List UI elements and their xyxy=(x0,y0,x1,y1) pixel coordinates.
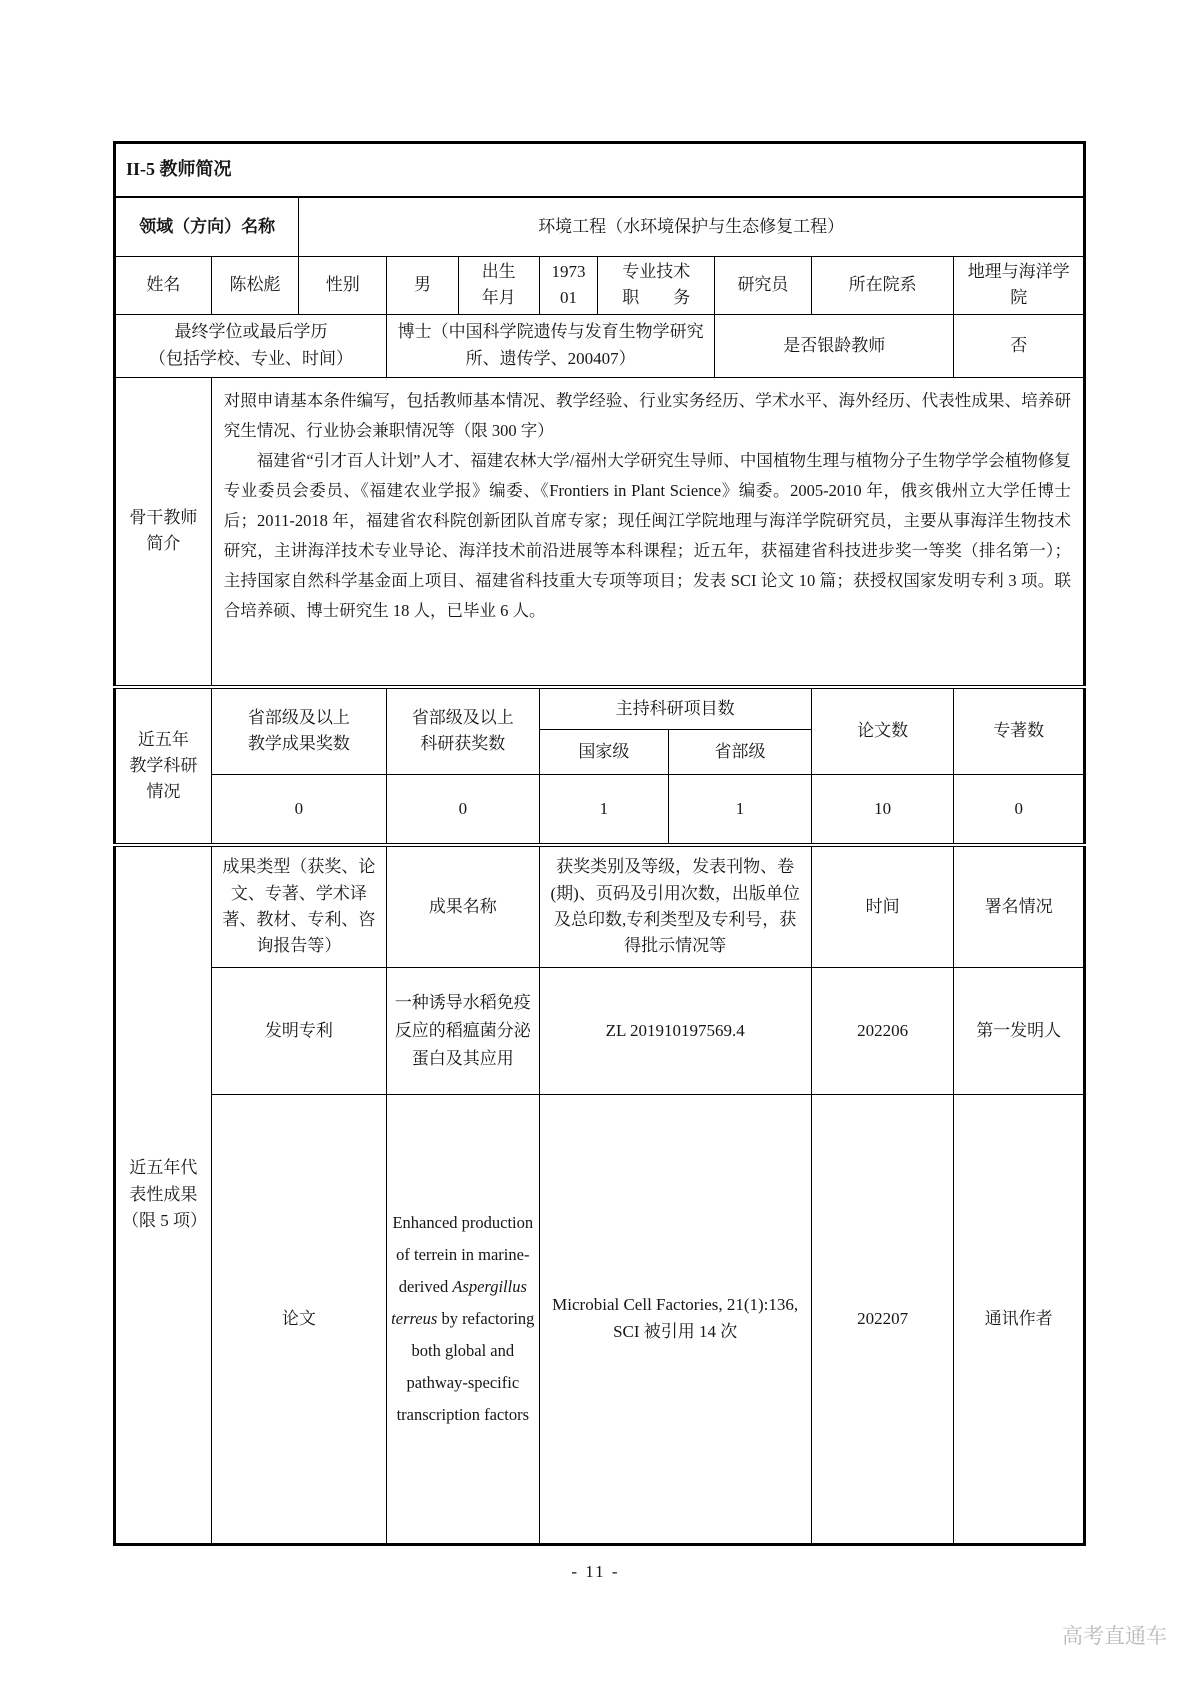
profile-label-line1: 骨干教师 xyxy=(129,508,198,528)
post-label-line2: 职 务 xyxy=(622,288,691,308)
teach-award-header-line1: 省部级及以上 xyxy=(247,708,350,728)
birth-value xyxy=(539,257,598,315)
gender-label: 性别 xyxy=(299,257,387,315)
achievement-type-header: 成果类型（获奖、论文、专著、学术译著、教材、专利、咨询报告等） xyxy=(211,845,386,967)
achievement-time-header: 时间 xyxy=(811,845,954,967)
patent-time: 202206 xyxy=(811,967,954,1094)
achievements-label-line1: 近五年代 xyxy=(129,1158,198,1178)
provincial-projects-value: 1 xyxy=(669,774,812,845)
paper-time: 202207 xyxy=(811,1094,954,1544)
gender-value: 男 xyxy=(387,257,459,315)
stats-section-label xyxy=(115,687,212,845)
profile-row xyxy=(115,377,1085,687)
domain-label: 领域（方向）名称 xyxy=(115,197,299,257)
achievement-detail-header: 获奖类别及等级，发表刊物、卷(期)、页码及引用次数，出版单位及总印数,专利类型及专利号，获得批示情况等 xyxy=(539,845,811,967)
degree-label-line2: （包括学校、专业、时间） xyxy=(149,348,354,368)
achievement-row-paper xyxy=(115,1094,1085,1544)
profile-content xyxy=(211,377,1084,687)
research-award-header xyxy=(387,687,539,774)
silver-teacher-label: 是否银龄教师 xyxy=(715,314,954,377)
title-row xyxy=(115,143,1085,197)
department-value: 地理与海洋学院 xyxy=(954,257,1085,315)
post-label-line1: 专业技术 xyxy=(622,262,691,281)
post-value: 研究员 xyxy=(715,257,812,315)
paper-name-pre: Enhanced production of terrein in marine-derived xyxy=(392,1212,534,1296)
paper-name-species: Aspergillus terreus xyxy=(391,1276,527,1328)
profile-paragraph-2: 福建省“引才百人计划”人才、福建农林大学/福州大学研究生导师、中国植物生理与植物分子生物学学会植物修复专业委员会委员、《福建农业学报》编委、《Frontiers in Plant Science》编委。2005-2010 年，俄亥俄州立大学任博士后；2011-2018 年，福建省农科院创新团队首席专家；现任闽江学院地理与海洋学院研究员，主要从事海洋生物技术研究，主讲海洋技术专业导论、海洋技术前沿进展等本科课程；近五年，获福建省科技进步奖一等奖（排名第一）；主持国家自然科学基金面上项目、福建省科技重大专项等项目；发表 SCI 论文 10 篇；获授权国家发明专利 3 项。联合培养硕、博士研究生 18 人，已毕业 6 人。 xyxy=(223,450,1071,620)
stats-values-row xyxy=(115,774,1085,845)
research-award-header-line1: 省部级及以上 xyxy=(411,708,514,728)
paper-name xyxy=(387,1094,539,1544)
name-label: 姓名 xyxy=(115,257,212,315)
birth-label xyxy=(458,257,539,315)
domain-value: 环境工程（水环境保护与生态修复工程） xyxy=(299,197,1085,257)
page-number: - 11 - xyxy=(571,1562,620,1581)
watermark-text: 高考直通车 xyxy=(1062,1625,1167,1648)
stats-label-line3: 情况 xyxy=(146,782,181,802)
achievement-signature-header: 署名情况 xyxy=(954,845,1085,967)
paper-type: 论文 xyxy=(211,1094,386,1544)
degree-label xyxy=(115,314,387,377)
teacher-profile-table xyxy=(113,141,1086,1546)
paper-name-post: by refactoring both global and pathway-specific transcription factors xyxy=(396,1308,535,1424)
teach-award-header xyxy=(211,687,386,774)
patent-name: 一种诱导水稻免疫反应的稻瘟菌分泌蛋白及其应用 xyxy=(387,967,539,1094)
achievements-section-label xyxy=(115,845,212,1544)
national-projects-header: 国家级 xyxy=(539,729,669,774)
paper-detail: Microbial Cell Factories, 21(1):136, SCI 被引用 14 次 xyxy=(539,1094,811,1544)
stats-label-line1: 近五年 xyxy=(137,729,189,749)
achievements-label-line3: （限 5 项） xyxy=(122,1211,207,1231)
paper-signature: 通讯作者 xyxy=(954,1094,1085,1544)
birth-value-line2: 01 xyxy=(559,288,577,308)
birth-label-line2: 年月 xyxy=(481,288,516,308)
profile-label-line2: 简介 xyxy=(146,534,181,554)
domain-row xyxy=(115,197,1085,257)
name-value: 陈松彪 xyxy=(211,257,299,315)
stats-header-row-1 xyxy=(115,687,1085,729)
profile-paragraph-1: 对照申请基本条件编写，包括教师基本情况、教学经验、行业实务经历、学术水平、海外经历、代表性成果、培养研究生情况、行业协会兼职情况等（限 300 字） xyxy=(223,390,1071,440)
post-label xyxy=(598,257,715,315)
papers-header: 论文数 xyxy=(811,687,954,774)
monographs-value: 0 xyxy=(954,774,1085,845)
projects-header: 主持科研项目数 xyxy=(539,687,811,729)
basic-info-row xyxy=(115,257,1085,315)
patent-detail: ZL 201910197569.4 xyxy=(539,967,811,1094)
teach-award-header-line2: 教学成果奖数 xyxy=(247,734,350,754)
achievements-header-row xyxy=(115,845,1085,967)
patent-signature: 第一发明人 xyxy=(954,967,1085,1094)
profile-label xyxy=(115,377,212,687)
form-section-title: II-5 教师简况 xyxy=(115,143,1085,197)
achievements-label-line2: 表性成果 xyxy=(129,1184,198,1204)
monographs-header: 专著数 xyxy=(954,687,1085,774)
research-award-header-line2: 科研获奖数 xyxy=(420,734,506,754)
degree-label-line1: 最终学位或最后学历 xyxy=(174,322,328,342)
teach-award-value: 0 xyxy=(211,774,386,845)
research-award-value: 0 xyxy=(387,774,539,845)
stats-label-line2: 教学科研 xyxy=(129,756,198,776)
national-projects-value: 1 xyxy=(539,774,669,845)
achievement-name-header: 成果名称 xyxy=(387,845,539,967)
birth-value-line1: 1973 xyxy=(551,262,586,281)
degree-row xyxy=(115,314,1085,377)
silver-teacher-value: 否 xyxy=(954,314,1085,377)
degree-value: 博士（中国科学院遗传与发育生物学研究所、遗传学、200407） xyxy=(387,314,715,377)
achievement-row-patent xyxy=(115,967,1085,1094)
papers-value: 10 xyxy=(811,774,954,845)
birth-label-line1: 出生 xyxy=(481,262,516,281)
department-label: 所在院系 xyxy=(811,257,954,315)
provincial-projects-header: 省部级 xyxy=(669,729,812,774)
patent-type: 发明专利 xyxy=(211,967,386,1094)
